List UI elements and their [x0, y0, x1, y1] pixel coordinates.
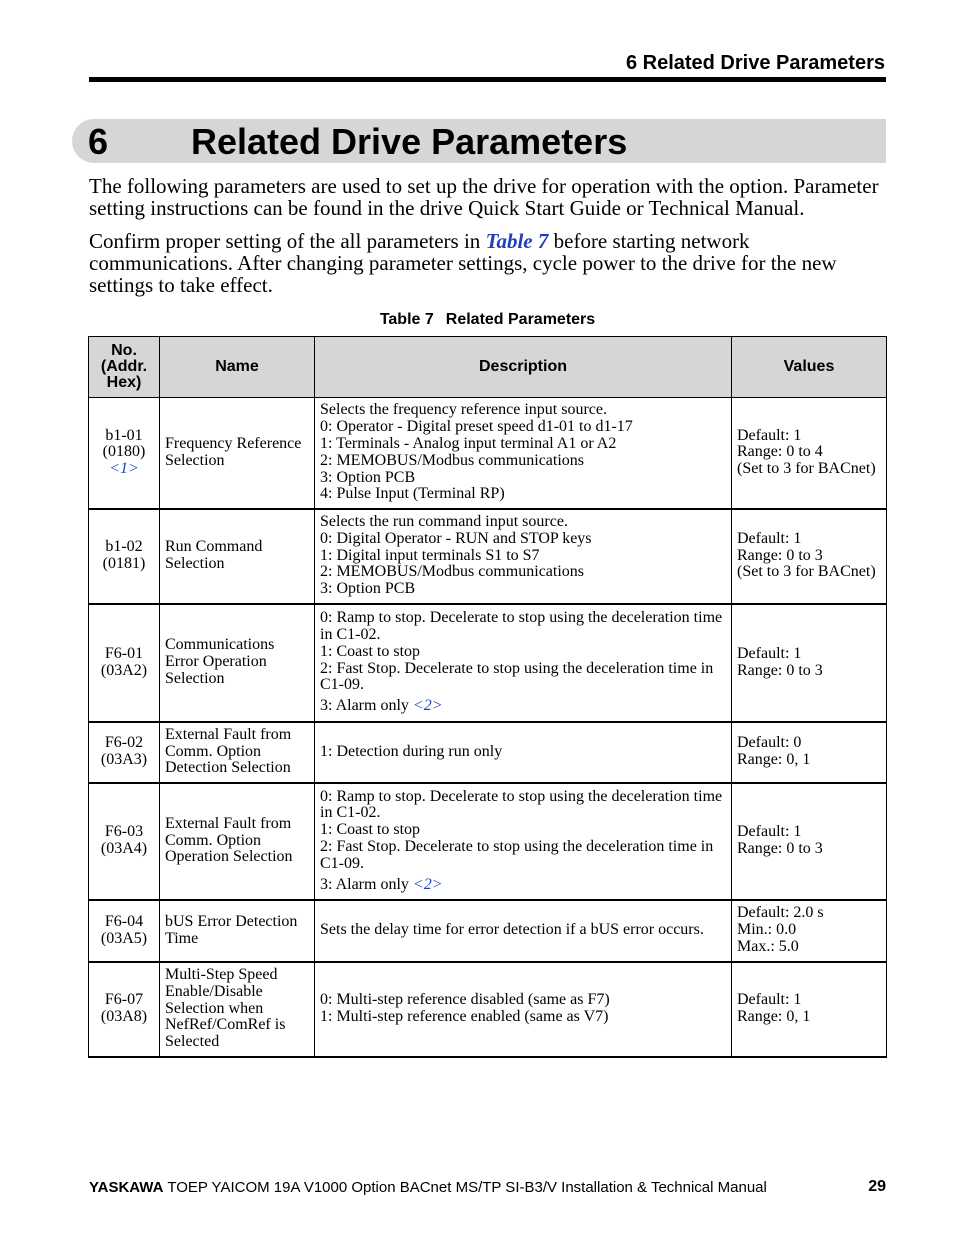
intro-paragraph-2: [89, 230, 889, 296]
footer-brand: YASKAWA: [89, 1179, 164, 1196]
param-values: [732, 900, 887, 962]
footer-text: TOEP YAICOM 19A V1000 Option BACnet MS/TP SI-B3/V Installation & Technical Manual: [163, 1179, 767, 1196]
param-description: [315, 509, 732, 604]
param-number-cell: [89, 604, 160, 722]
description-line: [320, 661, 726, 695]
value-line: Min.: 0.0: [737, 921, 797, 939]
value-line: Default: 1: [737, 991, 802, 1009]
description-line: [320, 789, 726, 823]
param-name: bUS Error Detection Time: [160, 900, 315, 962]
description-line: [320, 548, 726, 565]
param-values: [732, 783, 887, 900]
table-row: [89, 962, 887, 1057]
param-address: (0181): [102, 555, 146, 572]
description-line: [320, 644, 726, 661]
param-values: [732, 722, 887, 783]
value-line: Default: 1: [737, 529, 802, 547]
related-parameters-table: [88, 336, 887, 1058]
header-no: No. (Addr. Hex): [89, 337, 160, 398]
param-address: (0180): [102, 443, 146, 461]
description-line: [320, 470, 726, 487]
param-description: [315, 900, 732, 962]
intro-p2-start: Confirm proper setting of the all parameters in: [89, 229, 486, 253]
description-text: Sets the delay time for error detection if a bUS error occurs.: [320, 921, 704, 939]
value-line: Max.: 5.0: [737, 937, 799, 955]
description-line: [320, 744, 726, 761]
table-row: [89, 509, 887, 604]
param-address: (03A3): [100, 751, 148, 768]
description-line: [320, 564, 726, 581]
description-text: 3: Option PCB: [320, 580, 416, 598]
description-text: 3: Option PCB: [320, 468, 416, 486]
description-line: [320, 992, 726, 1009]
value-line: Range: 0 to 3: [737, 546, 823, 564]
table-caption-title: Related Parameters: [445, 311, 596, 328]
param-number-cell: [89, 722, 160, 783]
param-values: [732, 962, 887, 1057]
param-number-cell: [89, 398, 160, 509]
description-text: 3: Alarm only: [320, 875, 413, 893]
description-text: 0: Ramp to stop. Decelerate to stop using the deceleration time in C1-02.: [320, 787, 723, 822]
param-description: [315, 962, 732, 1057]
header-description: Description: [315, 337, 732, 398]
table-row: [89, 604, 887, 722]
description-text: 0: Operator - Digital preset speed d1-01 to d1-17: [320, 418, 633, 436]
description-text: 2: MEMOBUS/Modbus communications: [320, 451, 585, 469]
description-text: 2: MEMOBUS/Modbus communications: [320, 563, 585, 581]
table-caption-label: Table 7: [379, 311, 434, 328]
description-text: 1: Coast to stop: [320, 642, 421, 660]
footer: [89, 1179, 767, 1196]
intro-paragraph-1: The following parameters are used to set up the drive for operation with the option. Parameter setting instructions can be found in the drive Quick Start Guide or Technical Manual.: [89, 174, 879, 220]
description-text: 1: Detection during run only: [320, 742, 503, 760]
value-line: (Set to 3 for BACnet): [737, 563, 876, 581]
description-text: 1: Coast to stop: [320, 821, 421, 839]
table-row: [89, 398, 887, 509]
param-number-cell: [89, 783, 160, 900]
param-number: F6-01: [104, 644, 144, 662]
description-text: 3: Alarm only: [320, 697, 413, 715]
value-line: Range: 0, 1: [737, 751, 811, 768]
value-line: Range: 0 to 4: [737, 443, 823, 461]
param-number: b1-02: [105, 538, 143, 556]
description-line: [320, 453, 726, 470]
value-line: Default: 1: [737, 644, 802, 662]
description-text: 0: Digital Operator - RUN and STOP keys: [320, 529, 592, 547]
value-line: (Set to 3 for BACnet): [737, 460, 876, 478]
param-number-cell: [89, 900, 160, 962]
section-title: Related Drive Parameters: [191, 121, 628, 162]
param-number-cell: [89, 962, 160, 1057]
value-line: Default: 1: [737, 426, 802, 444]
description-line: [320, 877, 726, 894]
description-line: [320, 419, 726, 436]
description-text: Selects the run command input source.: [320, 513, 568, 530]
value-line: Default: 0: [737, 734, 802, 752]
description-line: [320, 486, 726, 503]
value-line: Default: 1: [737, 823, 802, 841]
description-text: 2: Fast Stop. Decelerate to stop using the deceleration time in C1-09.: [320, 838, 714, 872]
value-line: Range: 0, 1: [737, 1008, 811, 1025]
description-text: 2: Fast Stop. Decelerate to stop using the deceleration time in C1-09.: [320, 659, 714, 694]
description-text: 4: Pulse Input (Terminal RP): [320, 485, 505, 503]
description-text: Selects the frequency reference input source.: [320, 401, 607, 419]
table-7-link[interactable]: Table 7: [485, 229, 549, 253]
param-name: External Fault from Comm. Option Detection Selection: [160, 722, 315, 783]
param-number: F6-02: [104, 734, 144, 752]
param-number: F6-03: [104, 823, 144, 841]
param-number: b1-01: [105, 426, 143, 444]
param-values: [732, 398, 887, 509]
footnote-ref[interactable]: <1>: [109, 460, 139, 478]
description-line: [320, 822, 726, 839]
table-row: [89, 783, 887, 900]
param-number: F6-04: [104, 912, 144, 930]
param-address: (03A2): [100, 661, 148, 679]
page-number: 29: [868, 1178, 886, 1195]
footnote-ref[interactable]: <2>: [412, 697, 443, 715]
header-values: Values: [732, 337, 887, 398]
description-line: [320, 402, 726, 419]
param-name: Multi-Step Speed Enable/Disable Selection when NefRef/ComRef is Selected: [160, 962, 315, 1057]
param-name: External Fault from Comm. Option Operation Selection: [160, 783, 315, 900]
description-text: 1: Digital input terminals S1 to S7: [320, 546, 540, 564]
param-description: [315, 783, 732, 900]
param-name: Communications Error Operation Selection: [160, 604, 315, 722]
param-number-cell: [89, 509, 160, 604]
table-body: [89, 398, 887, 1057]
description-line: [320, 514, 726, 531]
value-line: Default: 2.0 s: [737, 904, 824, 922]
description-line: [320, 531, 726, 548]
param-values: [732, 509, 887, 604]
param-description: [315, 722, 732, 783]
param-address: (03A4): [100, 840, 148, 857]
param-description: [315, 398, 732, 509]
param-address: (03A5): [100, 929, 148, 947]
intro-p2-end: before starting network communications. After changing parameter settings, cycle power to the drive for the new settings to take effect.: [89, 229, 837, 297]
footnote-ref[interactable]: <2>: [412, 875, 443, 893]
description-text: 0: Multi-step reference disabled (same as F7): [320, 991, 610, 1009]
description-text: 1: Terminals - Analog input terminal A1 or A2: [320, 434, 617, 452]
table-row: [89, 722, 887, 783]
param-address: (03A8): [100, 1008, 148, 1025]
table-header-row: [89, 337, 887, 398]
description-text: 0: Ramp to stop. Decelerate to stop using the deceleration time in C1-02.: [320, 609, 723, 643]
header-name: Name: [160, 337, 315, 398]
param-number: F6-07: [104, 991, 144, 1009]
param-name: Frequency Reference Selection: [160, 398, 315, 509]
description-line: [320, 839, 726, 873]
description-text: 1: Multi-step reference enabled (same as V7): [320, 1008, 609, 1025]
table-caption: [89, 311, 886, 329]
value-line: Range: 0 to 3: [737, 840, 823, 857]
header-rule: [89, 77, 886, 82]
description-line: [320, 698, 726, 715]
description-line: [320, 610, 726, 644]
section-number: 6: [88, 121, 109, 162]
table-row: [89, 900, 887, 962]
description-line: [320, 581, 726, 598]
running-header: 6 Related Drive Parameters: [625, 52, 885, 74]
param-description: [315, 604, 732, 722]
value-line: Range: 0 to 3: [737, 661, 823, 679]
param-values: [732, 604, 887, 722]
description-line: [320, 922, 726, 939]
description-line: [320, 436, 726, 453]
param-name: Run Command Selection: [160, 509, 315, 604]
description-line: [320, 1009, 726, 1026]
